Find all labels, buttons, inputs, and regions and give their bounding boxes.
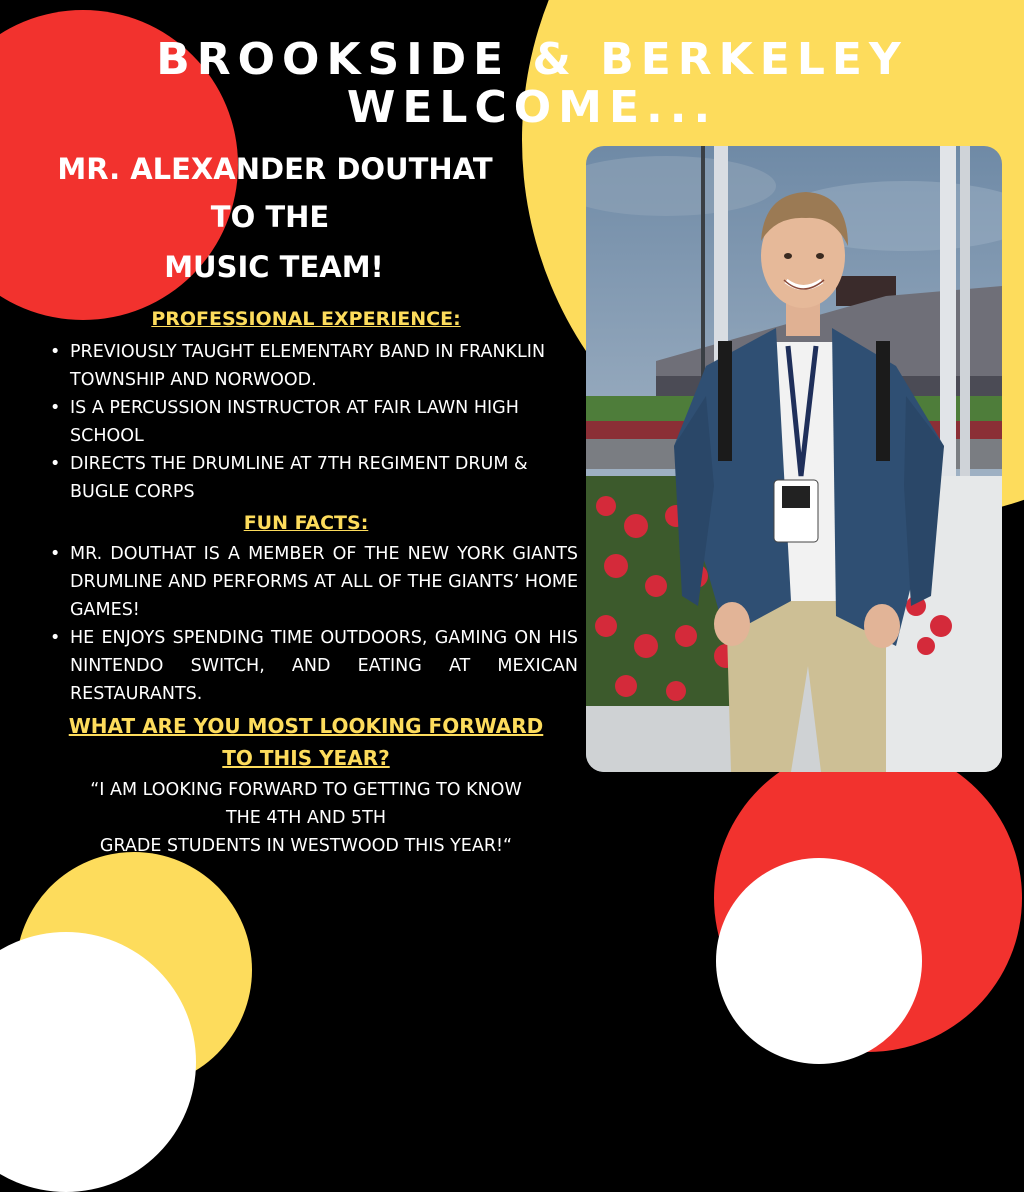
fun-facts-heading: FUN FACTS: <box>243 512 369 534</box>
list-item: • PREVIOUSLY TAUGHT ELEMENTARY BAND IN FRANKLIN TOWNSHIP AND NORWOOD. <box>48 338 558 394</box>
intro-line2: TO THE <box>210 200 330 234</box>
decorative-white-circle-bottom-right <box>716 858 922 1064</box>
question-heading-line1: WHAT ARE YOU MOST LOOKING FORWARD <box>68 714 544 738</box>
answer-line: THE 4TH AND 5TH <box>225 808 387 828</box>
list-item: • IS A PERCUSSION INSTRUCTOR AT FAIR LAWN HIGH SCHOOL <box>48 394 558 450</box>
page-title-line2: WELCOME... <box>346 82 718 133</box>
intro-line3: MUSIC TEAM! <box>164 250 384 284</box>
answer-line: GRADE STUDENTS IN WESTWOOD THIS YEAR!“ <box>99 836 513 856</box>
list-item: • HE ENJOYS SPENDING TIME OUTDOORS, GAMING ON HIS NINTENDO SWITCH, AND EATING AT MEXICAN RESTAURANTS. <box>48 624 578 708</box>
intro-name: MR. ALEXANDER DOUTHAT <box>57 152 493 186</box>
answer-quote <box>0 776 612 860</box>
page-title-line1: BROOKSIDE & BERKELEY <box>156 34 908 85</box>
teacher-photo <box>586 146 1002 772</box>
question-heading-line2: TO THIS YEAR? <box>222 746 390 770</box>
experience-heading: PROFESSIONAL EXPERIENCE: <box>151 308 461 330</box>
experience-list <box>48 338 558 506</box>
list-item: • DIRECTS THE DRUMLINE AT 7TH REGIMENT DRUM & BUGLE CORPS <box>48 450 558 506</box>
answer-line: “I AM LOOKING FORWARD TO GETTING TO KNOW <box>90 780 522 800</box>
list-item: • MR. DOUTHAT IS A MEMBER OF THE NEW YORK GIANTS DRUMLINE AND PERFORMS AT ALL OF THE GIANTS’ HOME GAMES! <box>48 540 578 624</box>
fun-facts-list <box>48 540 578 708</box>
